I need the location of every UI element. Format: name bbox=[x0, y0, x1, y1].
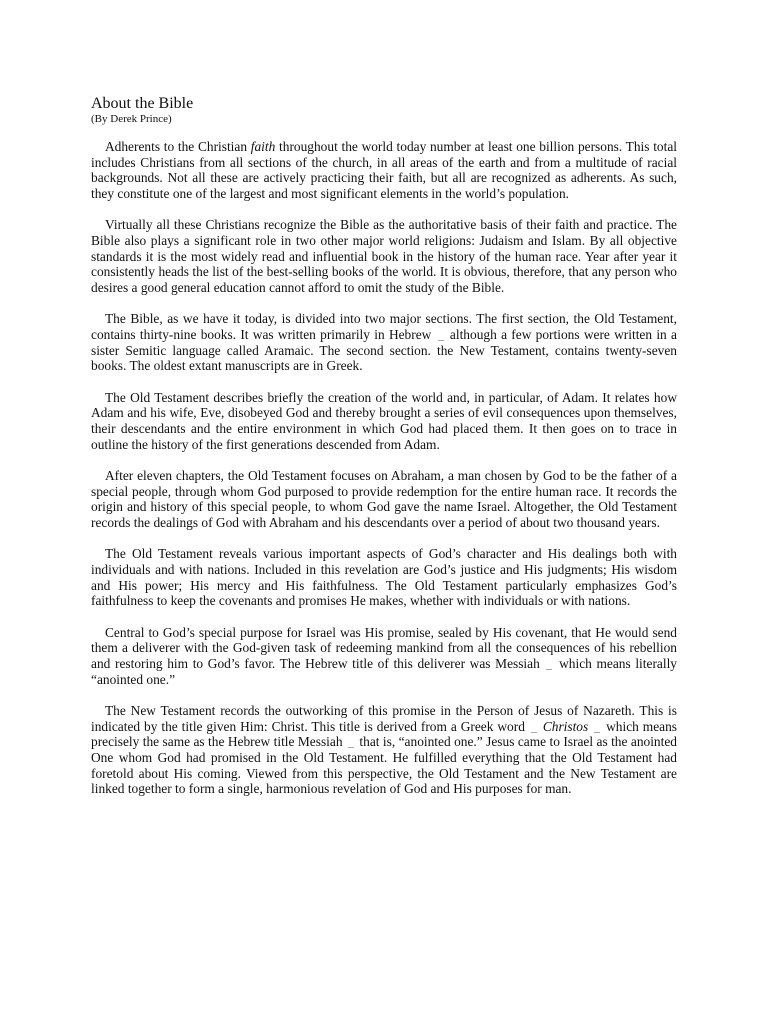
author-byline: (By Derek Prince) bbox=[91, 113, 172, 125]
dash-mark bbox=[529, 727, 539, 733]
paragraph-8: The New Testament records the outworking of this promise in the Person of Jesus of Nazareth. This is indicated by the title given Him: Christ. This title is derived from a Greek word Christos which means precisely the same as the Hebrew title Messiah that is, “anointed one.” Jesus came to Israel as the anointed One whom God had promised in the Old Testament. He fulfilled everything that the Old Testament had foretold about His coming. Viewed from this perspective, the Old Testament and the New Testament are linked together to form a single, harmonious revelation of God and His purposes for man. bbox=[91, 702, 678, 797]
paragraph-3: The Bible, as we have it today, is divided into two major sections. The first section, the Old Testament, contains thirty-nine books. It was written primarily in Hebrew although a few portions were written in a sister Semitic language called Aramaic. The second section. the New Testament, contains twenty-seven books. The oldest extant manuscripts are in Greek. bbox=[91, 311, 677, 374]
paragraph-5: After eleven chapters, the Old Testament focuses on Abraham, a man chosen by God to be the father of a special people, through whom God purposed to provide redemption for the entire human race. It records the origin and history of this special people, to whom God gave the name Israel. Altogether, the Old Testament records the dealings of God with Abraham and his descendants over a period of about two thousand years. bbox=[91, 467, 677, 531]
dash-mark bbox=[592, 727, 602, 733]
document-header bbox=[91, 94, 193, 126]
paragraph-2: Virtually all these Christians recognize the Bible as the authoritative basis of their faith and practice. The Bible also plays a significant role in two other major world religions: Judaism and Islam. By all objective standards it is the most widely read and influential book in the history of the human race. Year after year it consistently heads the list of the best-selling books of the world. It is obvious, therefore, that any person who desires a good general education cannot afford to omit the study of the Bible. bbox=[91, 217, 677, 296]
emphasis-christos: Christos bbox=[542, 718, 589, 734]
paragraph-6: The Old Testament reveals various important aspects of God’s character and His dealings both with individuals and with nations. Included in this revelation are God’s justice and His judgments; His wisdom and His power; His mercy and His faithfulness. The Old Testament particularly emphasizes God’s faithfulness to keep the covenants and promises He makes, whether with individuals or with nations. bbox=[91, 546, 677, 609]
paragraph-1: Adherents to the Christian faith throughout the world today number at least one billion persons. This total includes Christians from all sections of the church, in all areas of the earth and from a multitude of racial backgrounds. Not all these are actively practicing their faith, but all are recognized as adherents. As such, they constitute one of the largest and most significant elements in the world’s population. bbox=[91, 139, 677, 202]
dash-mark bbox=[544, 664, 554, 670]
document-title: About the Bible bbox=[91, 95, 194, 112]
paragraph-4: The Old Testament describes briefly the creation of the world and, in particular, of Adam. It relates how Adam and his wife, Eve, disobeyed God and thereby brought a series of evil consequences upon themselves, their descendants and the entire environment in which God had placed them. It then goes on to trace in outline the history of the first generations descended from Adam. bbox=[91, 389, 677, 452]
dash-mark bbox=[346, 742, 356, 748]
emphasis-faith: faith bbox=[250, 139, 276, 154]
dash-mark bbox=[436, 335, 446, 341]
paragraph-7: Central to God’s special purpose for Israel was His promise, sealed by His covenant, that He would send them a deliverer with the God-given task of redeeming mankind from all the consequences of his rebellion and restoring him to God’s favor. The Hebrew title of this deliverer was Messiah which means literally “anointed one.” bbox=[91, 624, 677, 687]
document-body bbox=[91, 139, 677, 797]
